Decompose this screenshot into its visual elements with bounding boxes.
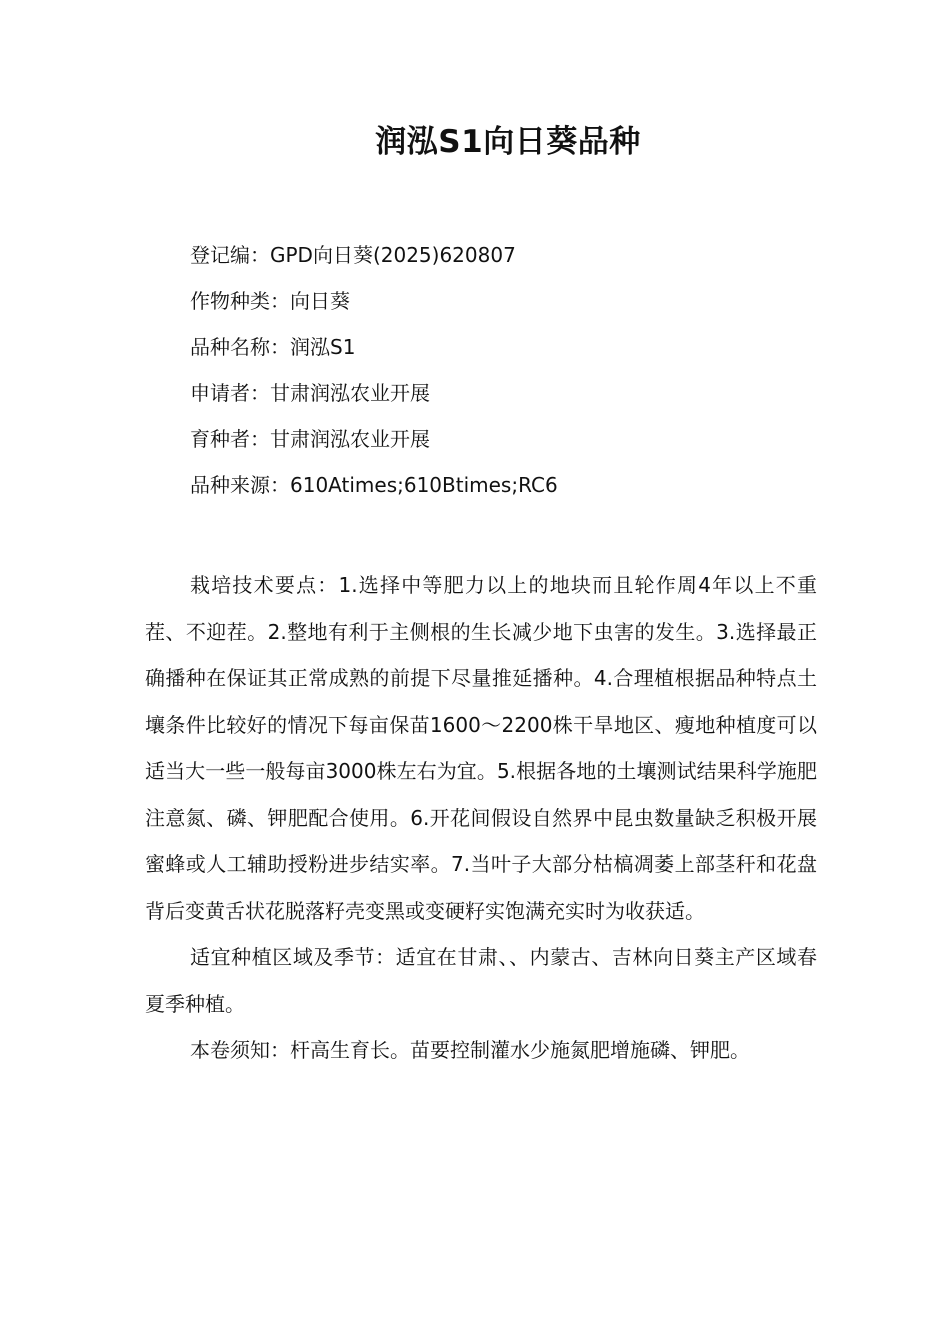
- meta-label: 育种者：: [190, 427, 270, 451]
- variety-name-row: [190, 328, 830, 374]
- suitable-region-paragraph: 适宜种植区域及季节：适宜在甘肃、、内蒙古、吉林向日葵主产区域春夏季种植。: [145, 945, 817, 1016]
- registration-number-row: [190, 236, 830, 282]
- meta-label: 登记编：: [190, 243, 270, 267]
- meta-value: 润泓S1: [290, 335, 356, 359]
- meta-label: 作物种类：: [190, 289, 290, 313]
- variety-source-row: [190, 466, 830, 512]
- meta-value: 610Atimes;610Btimes;RC6: [290, 473, 558, 497]
- breeder-row: [190, 420, 830, 466]
- meta-label: 品种来源：: [190, 473, 290, 497]
- notes-paragraph: 本卷须知：杆高生育长。苗要控制灌水少施氮肥增施磷、钾肥。: [190, 1038, 750, 1062]
- meta-label: 品种名称：: [190, 335, 290, 359]
- cultivation-techniques-paragraph: 栽培技术要点：1.选择中等肥力以上的地块而且轮作周4年以上不重茬、不迎茬。2.整地有利于主侧根的生长减少地下虫害的发生。3.选择最正确播种在保证其正常成熟的前提下尽量推延播种。4.合理植根据品种特点土壤条件比较好的情况下每亩保苗1600～2200株干旱地区、瘦地种植度可以适当大一些一般每亩3000株左右为宜。5.根据各地的土壤测试结果科学施肥注意氮、磷、钾肥配合使用。6.开花间假设自然界中昆虫数量缺乏积极开展蜜蜂或人工辅助授粉进步结实率。7.当叶子大部分枯槁凋萎上部茎秆和花盘背后变黄舌状花脱落籽壳变黑或变硬籽实饱满充实时为收获适。: [145, 573, 817, 923]
- meta-value: GPD向日葵(2025)620807: [270, 243, 516, 267]
- meta-value: 向日葵: [290, 289, 350, 313]
- registration-info: [190, 236, 830, 512]
- meta-value: 甘肃润泓农业开展: [270, 381, 430, 405]
- document-title: 润泓S1向日葵品种: [375, 124, 641, 160]
- crop-type-row: [190, 282, 830, 328]
- meta-value: 甘肃润泓农业开展: [270, 427, 430, 451]
- applicant-row: [190, 374, 830, 420]
- meta-label: 申请者：: [190, 381, 270, 405]
- document-body: [145, 562, 817, 1074]
